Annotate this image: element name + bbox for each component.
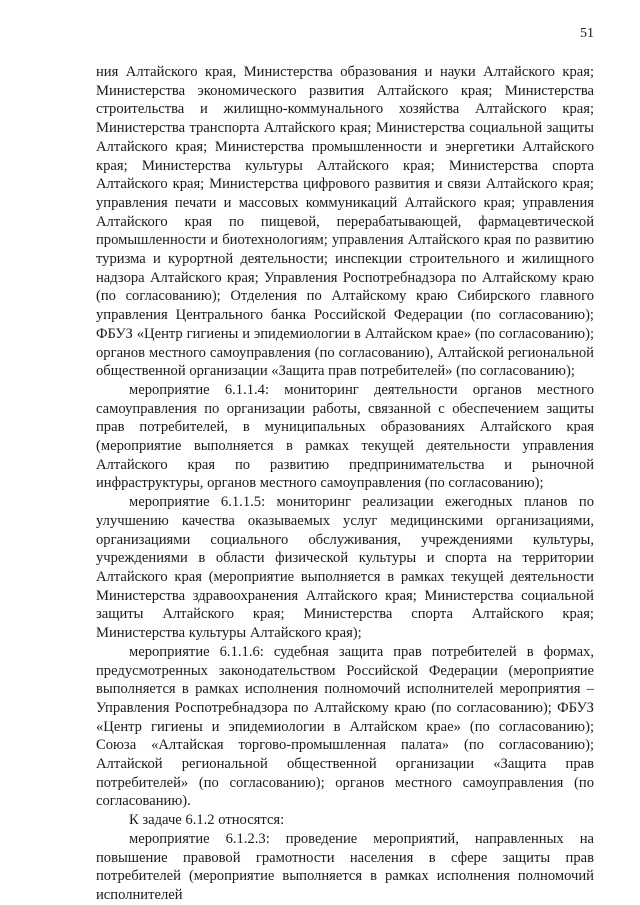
paragraph-continuation: ния Алтайского края, Министерства образования и науки Алтайского края; Министерства экономического развития Алтайского края; Министерства строительства и жилищно-коммунального хозяйства Алтайского края; Министерства транспорта Алтайского края; Министерства социальной защиты Алтайского края; Министерства промышленности и энергетики Алтайского края; Министерства культуры Алтайского края; Министерства спорта Алтайского края; Министерства цифрового развития и связи Алтайского края; управления печати и массовых коммуникаций Алтайского края; управления Алтайского края по пищевой, перерабатывающей, фармацевтической промышленности и биотехнологиям; управления Алтайского края по развитию туризма и курортной деятельности; инспекции строительного и жилищного надзора Алтайского края; Управления Роспотребнадзора по Алтайскому краю (по согласованию); Отделения по Алтайскому краю Сибирского главного управления Центрального банка Российской Федерации (по согласованию); ФБУЗ «Центр гигиены и эпидемиологии в Алтайском крае» (по согласованию); органов местного самоуправления (по согласованию), Алтайской региональной общественной организации «Защита прав потребителей» (по согласованию); (96, 64, 594, 380)
paragraph-task-6-1-2-heading: К задаче 6.1.2 относятся: (129, 812, 285, 829)
paragraph-measure-6-1-1-5: мероприятие 6.1.1.5: мониторинг реализации ежегодных планов по улучшению качества оказываемых услуг медицинскими организациями, организациями социального обслуживания, учреждениями культуры, учреждениями в области физической культуры и спорта на территории Алтайского края (мероприятие выполняется в рамках текущей деятельности Министерства здравоохранения Алтайского края; Министерства социальной защиты Алтайского края; Министерства спорта Алтайского края; Министерства культуры Алтайского края); (96, 494, 594, 642)
page-number: 51 (580, 26, 594, 41)
paragraph-measure-6-1-2-3: мероприятие 6.1.2.3: проведение мероприятий, направленных на повышение правовой грамотности населения в сфере защиты прав потребителей (мероприятие выполняется в рамках исполнения полномочий исполнителей (96, 830, 594, 903)
paragraph-measure-6-1-1-6: мероприятие 6.1.1.6: судебная защита прав потребителей в формах, предусмотренных законодательством Российской Федерации (мероприятие выполняется в рамках исполнения полномочий исполнителей мероприятия – Управления Роспотребнадзора по Алтайскому краю (по согласованию); ФБУЗ «Центр гигиены и эпидемиологии в Алтайском крае» (по согласованию); Союза «Алтайская торгово-промышленная палата» (по согласованию); Алтайской региональной общественной организации «Защита прав потребителей» (по согласованию); органов местного самоуправления (по согласованию). (96, 643, 594, 810)
body-text (96, 63, 594, 905)
paragraph-measure-6-1-1-4: мероприятие 6.1.1.4: мониторинг деятельности органов местного самоуправления по организации работы, связанной с обеспечением защиты прав потребителей, в муниципальных образованиях Алтайского края (мероприятие выполняется в рамках текущей деятельности управления Алтайского края по развитию предпринимательства и рыночной инфраструктуры, органов местного самоуправления (по согласованию); (96, 381, 594, 492)
